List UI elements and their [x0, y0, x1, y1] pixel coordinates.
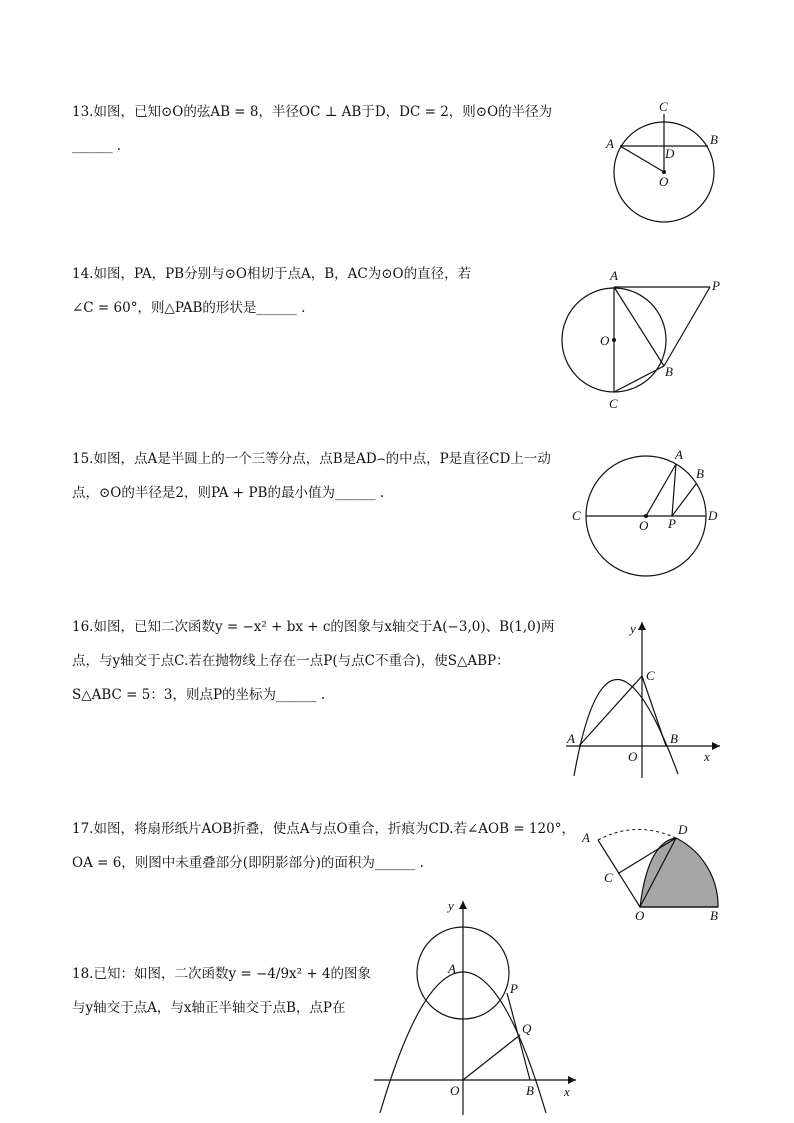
fig16-label-x: x [704, 749, 710, 764]
figure-17 [576, 818, 732, 922]
question-13 [72, 95, 562, 163]
fig14-label-o: O [600, 333, 610, 348]
fig17-label-a: A [582, 830, 590, 845]
question-17-line-2: OA = 6，则图中未重叠部分(即阴影部分)的面积为______ . [72, 855, 424, 871]
question-15 [72, 442, 562, 510]
fig18-label-p: P [510, 981, 518, 996]
fig17-label-d: D [678, 822, 688, 837]
fig13-label-o: O [659, 174, 669, 189]
question-16-line-3: S△ABC = 5：3，则点P的坐标为______ . [72, 687, 326, 703]
fig15-label-p: P [668, 516, 676, 531]
question-17-line-1: 17.如图，将扇形纸片AOB折叠，使点A与点O重合，折痕为CD.若∠AOB = 120°， [72, 821, 575, 837]
fig18-label-x: x [564, 1084, 570, 1099]
question-17 [72, 812, 575, 880]
fig14-label-b: B [665, 364, 673, 379]
fig14-label-a: A [610, 268, 618, 283]
question-14-line-1: 14.如图，PA，PB分别与⊙O相切于点A，B，AC为⊙O的直径，若 [72, 266, 472, 282]
question-13-line-2: ______ . [72, 138, 122, 154]
fig14-label-p: P [712, 278, 720, 293]
question-14-line-2: ∠C = 60°，则△PAB的形状是______ . [72, 300, 306, 316]
fig16-label-o: O [628, 749, 638, 764]
fig13-label-a: A [606, 136, 614, 151]
fig15-label-d: D [708, 508, 718, 523]
figure-13 [598, 100, 728, 230]
fig13-label-c: C [659, 100, 668, 114]
fig15-label-o: O [639, 518, 649, 533]
fig18-label-y: y [448, 898, 454, 913]
fig17-label-o: O [635, 908, 645, 922]
fig18-label-b: B [526, 1083, 534, 1098]
fig17-label-c: C [604, 870, 613, 885]
fig16-label-b: B [670, 731, 678, 746]
figure-15 [566, 446, 726, 581]
question-15-line-2: 点，⊙O的半径是2，则PA + PB的最小值为______ . [72, 485, 385, 501]
figure-18 [370, 895, 584, 1117]
question-15-line-1: 15.如图，点A是半圆上的一个三等分点，点B是AD⌢的中点，P是直径CD上一动 [72, 451, 551, 467]
fig16-label-c: C [646, 668, 655, 683]
question-13-line-1: 13.如图，已知⊙O的弦AB = 8，半径OC ⊥ AB于D，DC = 2，则⊙O的半径为 [72, 104, 553, 120]
fig18-label-o: O [450, 1083, 460, 1098]
fig16-label-a: A [567, 731, 575, 746]
question-14 [72, 257, 562, 325]
fig16-label-y: y [630, 621, 636, 636]
fig14-label-c: C [609, 396, 618, 411]
question-16-line-1: 16.如图，已知二次函数y = −x² + bx + c的图象与x轴交于A(−3,0)、B(1,0)两 [72, 619, 555, 635]
question-18-line-2: 与y轴交于点A，与x轴正半轴交于点B，点P在 [72, 1000, 346, 1016]
fig15-label-a: A [675, 447, 683, 462]
fig18-label-q: Q [522, 1021, 532, 1036]
fig15-label-b: B [696, 466, 704, 481]
fig13-label-b: B [710, 132, 718, 147]
fig17-label-b: B [710, 908, 718, 922]
question-16 [72, 610, 562, 712]
fig18-label-a: A [448, 961, 456, 976]
question-16-line-2: 点，与y轴交于点C.若在抛物线上存在一点P(与点C不重合)，使S△ABP： [72, 653, 510, 669]
figure-16 [562, 616, 726, 781]
fig15-label-c: C [572, 508, 581, 523]
fig13-label-d: D [665, 146, 675, 161]
figure-14 [560, 268, 730, 413]
question-18-line-1: 18.已知：如图，二次函数y = −4/9x² + 4的图象 [72, 966, 372, 982]
